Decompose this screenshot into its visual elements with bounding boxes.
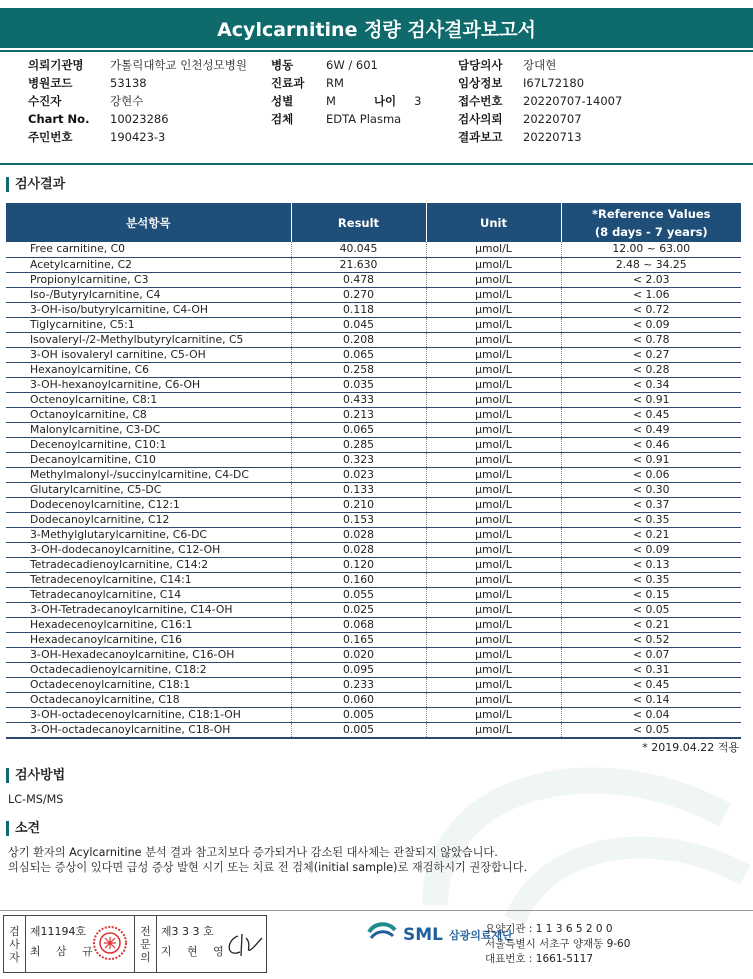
analyte-cell: 3-OH isovaleryl carnitine, C5-OH <box>6 347 291 362</box>
table-row <box>6 362 741 377</box>
analyte-cell: 3-OH-octadecanoylcarnitine, C18-OH <box>6 722 291 737</box>
analyte-cell: 3-Methylglutarylcarnitine, C6-DC <box>6 527 291 542</box>
reference-cell: < 0.07 <box>561 647 741 662</box>
table-row <box>6 572 741 587</box>
table-row <box>6 692 741 707</box>
result-cell: 40.045 <box>291 242 426 257</box>
result-cell: 0.025 <box>291 602 426 617</box>
unit-cell: μmol/L <box>426 512 561 527</box>
reference-footnote: * 2019.04.22 적용 <box>642 741 739 754</box>
result-cell: 0.035 <box>291 377 426 392</box>
contact-line: 대표번호 : 1661-5117 <box>485 953 594 965</box>
reference-cell: < 0.46 <box>561 437 741 452</box>
unit-cell: μmol/L <box>426 452 561 467</box>
reference-cell: < 0.49 <box>561 422 741 437</box>
result-cell: 0.028 <box>291 527 426 542</box>
header-underline <box>0 50 753 52</box>
sml-logo-icon <box>365 918 399 952</box>
col-header-analyte: 분석항목 <box>6 203 291 242</box>
unit-cell: μmol/L <box>426 602 561 617</box>
unit-cell: μmol/L <box>426 722 561 737</box>
inspector-license: 제11194호 <box>29 925 87 938</box>
table-row <box>6 542 741 557</box>
info-row: 병원코드 53138 <box>28 76 147 90</box>
result-cell: 21.630 <box>291 257 426 272</box>
reference-cell: < 0.05 <box>561 602 741 617</box>
table-row <box>6 347 741 362</box>
specialist-name: 지 현 영 <box>160 945 230 958</box>
col-header-reference: *Reference Values (8 days - 7 years) <box>561 203 741 242</box>
reference-cell: < 0.72 <box>561 302 741 317</box>
result-cell: 0.323 <box>291 452 426 467</box>
reference-cell: 12.00 ~ 63.00 <box>561 242 741 257</box>
contact-line: 요양기관 : 1 1 3 6 5 2 0 0 <box>485 923 613 935</box>
analyte-cell: Glutarylcarnitine, C5-DC <box>6 482 291 497</box>
report-title: Acylcarnitine 정량 검사결과보고서 <box>217 18 536 41</box>
unit-cell: μmol/L <box>426 542 561 557</box>
signature-icon <box>224 930 264 960</box>
table-row <box>6 302 741 317</box>
reference-cell: < 0.45 <box>561 407 741 422</box>
unit-cell: μmol/L <box>426 587 561 602</box>
analyte-cell: Tetradecanoylcarnitine, C14 <box>6 587 291 602</box>
reference-cell: < 0.30 <box>561 482 741 497</box>
analyte-cell: Hexanoylcarnitine, C6 <box>6 362 291 377</box>
table-row <box>6 677 741 692</box>
analyte-cell: 3-OH-dodecanoylcarnitine, C12-OH <box>6 542 291 557</box>
unit-cell: μmol/L <box>426 617 561 632</box>
info-row: 담당의사 장대현 <box>458 58 557 72</box>
table-row <box>6 422 741 437</box>
reference-cell: < 0.05 <box>561 722 741 737</box>
report-title-bar <box>0 8 753 48</box>
analyte-cell: Octadecadienoylcarnitine, C18:2 <box>6 662 291 677</box>
specialist-cell <box>157 916 266 972</box>
reference-cell: < 0.27 <box>561 347 741 362</box>
unit-cell: μmol/L <box>426 377 561 392</box>
inspector-cell <box>26 916 135 972</box>
table-row <box>6 467 741 482</box>
info-row: 결과보고 20220713 <box>458 130 582 144</box>
analyte-cell: Hexadecenoylcarnitine, C16:1 <box>6 617 291 632</box>
result-cell: 0.270 <box>291 287 426 302</box>
table-row <box>6 482 741 497</box>
info-divider <box>0 163 753 165</box>
unit-cell: μmol/L <box>426 692 561 707</box>
unit-cell: μmol/L <box>426 557 561 572</box>
age-field: 나이 3 <box>373 94 422 108</box>
table-row <box>6 272 741 287</box>
result-cell: 0.068 <box>291 617 426 632</box>
table-row <box>6 407 741 422</box>
analyte-cell: Malonylcarnitine, C3-DC <box>6 422 291 437</box>
reference-cell: < 0.15 <box>561 587 741 602</box>
unit-cell: μmol/L <box>426 362 561 377</box>
reference-cell: < 0.78 <box>561 332 741 347</box>
inspector-name: 최 삼 규 <box>29 945 99 958</box>
unit-cell: μmol/L <box>426 422 561 437</box>
unit-cell: μmol/L <box>426 662 561 677</box>
analyte-cell: Iso-/Butyrylcarnitine, C4 <box>6 287 291 302</box>
inspector-label: 검 사 자 <box>4 916 26 972</box>
info-row: 병동 6W / 601 <box>271 58 378 72</box>
table-row <box>6 602 741 617</box>
unit-cell: μmol/L <box>426 407 561 422</box>
patient-info-col3 <box>458 56 622 146</box>
unit-cell: μmol/L <box>426 647 561 662</box>
reference-cell: < 0.52 <box>561 632 741 647</box>
result-cell: 0.065 <box>291 347 426 362</box>
table-row <box>6 722 741 737</box>
unit-cell: μmol/L <box>426 437 561 452</box>
footer-divider <box>0 910 753 911</box>
analyte-cell: Methylmalonyl-/succinylcarnitine, C4-DC <box>6 467 291 482</box>
unit-cell: μmol/L <box>426 347 561 362</box>
unit-cell: μmol/L <box>426 677 561 692</box>
unit-cell: μmol/L <box>426 572 561 587</box>
reference-cell: < 0.06 <box>561 467 741 482</box>
analyte-cell: Octadecanoylcarnitine, C18 <box>6 692 291 707</box>
analyte-cell: Tetradecenoylcarnitine, C14:1 <box>6 572 291 587</box>
result-cell: 0.258 <box>291 362 426 377</box>
table-row <box>6 707 741 722</box>
unit-cell: μmol/L <box>426 272 561 287</box>
unit-cell: μmol/L <box>426 392 561 407</box>
col-header-unit: Unit <box>426 203 561 242</box>
table-row <box>6 662 741 677</box>
table-bottom-border <box>6 737 741 739</box>
result-cell: 0.005 <box>291 707 426 722</box>
result-cell: 0.133 <box>291 482 426 497</box>
analyte-cell: Dodecenoylcarnitine, C12:1 <box>6 497 291 512</box>
table-row <box>6 377 741 392</box>
analyte-cell: 3-OH-Hexadecanoylcarnitine, C16-OH <box>6 647 291 662</box>
analyte-cell: Free carnitine, C0 <box>6 242 291 257</box>
method-section-title: 검사방법 <box>6 768 65 783</box>
analyte-cell: 3-OH-hexanoylcarnitine, C6-OH <box>6 377 291 392</box>
analyte-cell: Hexadecanoylcarnitine, C16 <box>6 632 291 647</box>
results-header-row <box>6 203 741 242</box>
reference-cell: 2.48 ~ 34.25 <box>561 257 741 272</box>
result-cell: 0.055 <box>291 587 426 602</box>
info-row: 주민번호 190423-3 <box>28 130 166 144</box>
result-cell: 0.005 <box>291 722 426 737</box>
result-cell: 0.233 <box>291 677 426 692</box>
table-row <box>6 497 741 512</box>
results-table <box>6 203 741 738</box>
result-cell: 0.023 <box>291 467 426 482</box>
analyte-cell: 3-OH-iso/butyrylcarnitine, C4-OH <box>6 302 291 317</box>
unit-cell: μmol/L <box>426 527 561 542</box>
result-cell: 0.045 <box>291 317 426 332</box>
results-body <box>6 242 741 737</box>
reference-cell: < 0.21 <box>561 617 741 632</box>
info-row: 접수번호 20220707-14007 <box>458 94 623 108</box>
specialist-label: 전 문 의 <box>135 916 157 972</box>
reference-cell: < 0.91 <box>561 452 741 467</box>
reference-cell: < 0.14 <box>561 692 741 707</box>
patient-info-col1 <box>28 56 247 146</box>
result-cell: 0.153 <box>291 512 426 527</box>
comment-line-1: 상기 환자의 Acylcarnitine 분석 결과 참고치보다 증가되거나 감소된 대사체는 관찰되지 않았습니다. <box>8 846 498 859</box>
reference-cell: < 0.37 <box>561 497 741 512</box>
result-cell: 0.028 <box>291 542 426 557</box>
table-row <box>6 527 741 542</box>
reference-cell: < 0.13 <box>561 557 741 572</box>
unit-cell: μmol/L <box>426 632 561 647</box>
official-seal-icon <box>92 925 128 961</box>
unit-cell: μmol/L <box>426 497 561 512</box>
table-row <box>6 317 741 332</box>
analyte-cell: 3-OH-octadecenoylcarnitine, C18:1-OH <box>6 707 291 722</box>
result-cell: 0.160 <box>291 572 426 587</box>
col-header-result: Result <box>291 203 426 242</box>
info-row: Chart No. 10023286 <box>28 112 169 126</box>
table-row <box>6 617 741 632</box>
info-row: 의뢰기관명 가톨릭대학교 인천성모병원 <box>28 58 247 72</box>
analyte-cell: 3-OH-Tetradecanoylcarnitine, C14-OH <box>6 602 291 617</box>
analyte-cell: Tiglycarnitine, C5:1 <box>6 317 291 332</box>
analyte-cell: Tetradecadienoylcarnitine, C14:2 <box>6 557 291 572</box>
contact-line: 서울특별시 서초구 양재동 9-60 <box>485 938 631 950</box>
unit-cell: μmol/L <box>426 317 561 332</box>
table-row <box>6 512 741 527</box>
table-row <box>6 287 741 302</box>
info-row: 검체 EDTA Plasma <box>271 112 402 126</box>
table-row <box>6 557 741 572</box>
result-cell: 0.060 <box>291 692 426 707</box>
unit-cell: μmol/L <box>426 302 561 317</box>
result-cell: 0.065 <box>291 422 426 437</box>
info-row: 진료과 RM <box>271 76 344 90</box>
reference-cell: < 2.03 <box>561 272 741 287</box>
reference-cell: < 0.09 <box>561 317 741 332</box>
contact-info <box>485 922 630 967</box>
reference-cell: < 0.91 <box>561 392 741 407</box>
method-text: LC-MS/MS <box>8 793 64 806</box>
unit-cell: μmol/L <box>426 257 561 272</box>
reference-cell: < 0.21 <box>561 527 741 542</box>
reference-cell: < 1.06 <box>561 287 741 302</box>
unit-cell: μmol/L <box>426 287 561 302</box>
analyte-cell: Octenoylcarnitine, C8:1 <box>6 392 291 407</box>
info-row: 검사의뢰 20220707 <box>458 112 582 126</box>
result-cell: 0.285 <box>291 437 426 452</box>
unit-cell: μmol/L <box>426 482 561 497</box>
reference-cell: < 0.35 <box>561 572 741 587</box>
analyte-cell: Isovaleryl-/2-Methylbutyrylcarnitine, C5 <box>6 332 291 347</box>
unit-cell: μmol/L <box>426 332 561 347</box>
reference-cell: < 0.09 <box>561 542 741 557</box>
result-cell: 0.210 <box>291 497 426 512</box>
result-cell: 0.433 <box>291 392 426 407</box>
unit-cell: μmol/L <box>426 242 561 257</box>
comment-section-title: 소견 <box>6 821 40 836</box>
table-row <box>6 437 741 452</box>
analyte-cell: Decanoylcarnitine, C10 <box>6 452 291 467</box>
info-row: 성별 M 나이 3 <box>271 94 422 108</box>
result-cell: 0.120 <box>291 557 426 572</box>
reference-cell: < 0.28 <box>561 362 741 377</box>
result-cell: 0.020 <box>291 647 426 662</box>
info-row: 수진자 강현수 <box>28 94 144 108</box>
result-cell: 0.213 <box>291 407 426 422</box>
analyte-cell: Propionylcarnitine, C3 <box>6 272 291 287</box>
result-cell: 0.118 <box>291 302 426 317</box>
patient-info-col2 <box>271 56 421 128</box>
reference-cell: < 0.31 <box>561 662 741 677</box>
analyte-cell: Dodecanoylcarnitine, C12 <box>6 512 291 527</box>
info-row: 임상정보 I67L72180 <box>458 76 585 90</box>
signature-box <box>3 915 267 973</box>
reference-cell: < 0.45 <box>561 677 741 692</box>
logo-org-name: 삼광의료재단 <box>449 929 513 942</box>
comment-line-2: 의심되는 증상이 있다면 급성 증상 발현 시기 또는 치료 전 검체(initial sample)로 재검하시기 권장합니다. <box>8 861 528 874</box>
result-cell: 0.095 <box>291 662 426 677</box>
analyte-cell: Decenoylcarnitine, C10:1 <box>6 437 291 452</box>
table-row <box>6 257 741 272</box>
table-row <box>6 242 741 257</box>
table-row <box>6 332 741 347</box>
result-cell: 0.165 <box>291 632 426 647</box>
table-row <box>6 452 741 467</box>
results-section-title: 검사결과 <box>6 177 65 192</box>
table-row <box>6 392 741 407</box>
analyte-cell: Octadecenoylcarnitine, C18:1 <box>6 677 291 692</box>
unit-cell: μmol/L <box>426 707 561 722</box>
table-row <box>6 647 741 662</box>
unit-cell: μmol/L <box>426 467 561 482</box>
logo-text: SML <box>403 925 443 945</box>
result-cell: 0.208 <box>291 332 426 347</box>
analyte-cell: Acetylcarnitine, C2 <box>6 257 291 272</box>
specialist-license: 제3 3 3 호 <box>160 925 214 938</box>
reference-cell: < 0.04 <box>561 707 741 722</box>
result-cell: 0.478 <box>291 272 426 287</box>
table-row <box>6 587 741 602</box>
reference-cell: < 0.35 <box>561 512 741 527</box>
analyte-cell: Octanoylcarnitine, C8 <box>6 407 291 422</box>
table-row <box>6 632 741 647</box>
reference-cell: < 0.34 <box>561 377 741 392</box>
